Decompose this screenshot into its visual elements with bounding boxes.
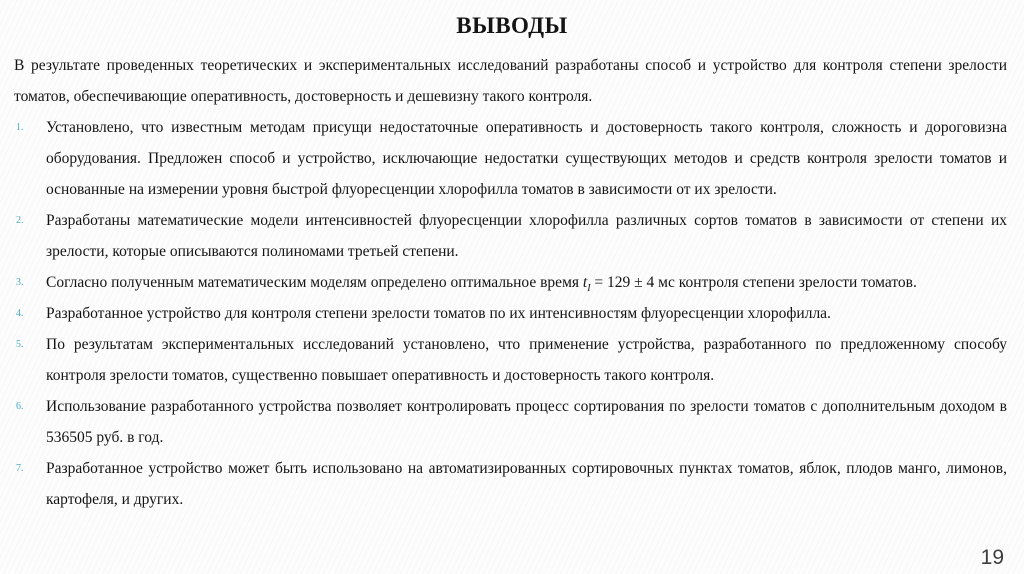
list-item-text: По результатам экспериментальных исследований установлено, что применение устройства, разработанного по предложенному способу контроля зрелости томатов, существенно повышает оперативность и достоверность такого контроля.	[46, 336, 1007, 384]
formula-time-variable: $t_I$	[582, 274, 591, 295]
formula-text-before: Согласно полученным математическим моделям определено оптимальное время	[46, 274, 583, 291]
list-item-text: Установлено, что известным методам присущи недостаточные оперативность и достоверность такого контроля, сложность и дороговизна оборудования. Предложен способ и устройство, исключающие недостатки существующих методов и средств контроля зрелости томатов и основанные на измерении уровня быстрой флуоресценции хлорофилла томатов в зависимости от их зрелости.	[46, 119, 1007, 198]
list-item	[14, 453, 1007, 515]
list-item	[14, 329, 1007, 391]
list-item-text: Разработанное устройство для контроля степени зрелости томатов по их интенсивностям флуоресценции хлорофилла.	[46, 305, 831, 322]
list-item-text: Разработанное устройство может быть использовано на автоматизированных сортировочных пунктах томатов, яблок, плодов манго, лимонов, картофеля, и других.	[46, 460, 1007, 508]
page-number: 19	[980, 546, 1004, 569]
list-item-number: 4.	[16, 308, 24, 319]
list-item-text: Разработаны математические модели интенсивностей флуоресценции хлорофилла различных сортов томатов в зависимости от степени их зрелости, которые описываются полиномами третьей степени.	[46, 212, 1007, 260]
list-item-number: 6.	[16, 401, 24, 412]
list-item-text	[46, 274, 917, 295]
slide-body	[0, 50, 1024, 515]
list-item	[14, 267, 1007, 298]
list-item-number: 1.	[16, 122, 24, 133]
intro-paragraph: В результате проведенных теоретических и экспериментальных исследований разработаны способ и устройство для контроля степени зрелости томатов, обеспечивающие оперативность, достоверность и дешевизну такого контроля.	[14, 57, 1007, 105]
list-item-number: 3.	[16, 277, 24, 288]
conclusions-list	[14, 112, 1007, 515]
list-item	[14, 391, 1007, 453]
list-item	[14, 298, 1007, 329]
list-item-text: Использование разработанного устройства позволяет контролировать процесс сортирования по зрелости томатов с дополнительным доходом в 536505 руб. в год.	[46, 398, 1007, 446]
list-item-number: 7.	[16, 463, 24, 474]
list-item	[14, 205, 1007, 267]
list-item-number: 5.	[16, 339, 24, 350]
formula-subscript: I	[587, 283, 591, 295]
formula-text-after: = 129 ± 4 мс контроля степени зрелости томатов.	[590, 274, 917, 291]
slide-title: ВЫВОДЫ	[456, 13, 568, 38]
list-item-number: 2.	[16, 215, 24, 226]
list-item	[14, 112, 1007, 205]
